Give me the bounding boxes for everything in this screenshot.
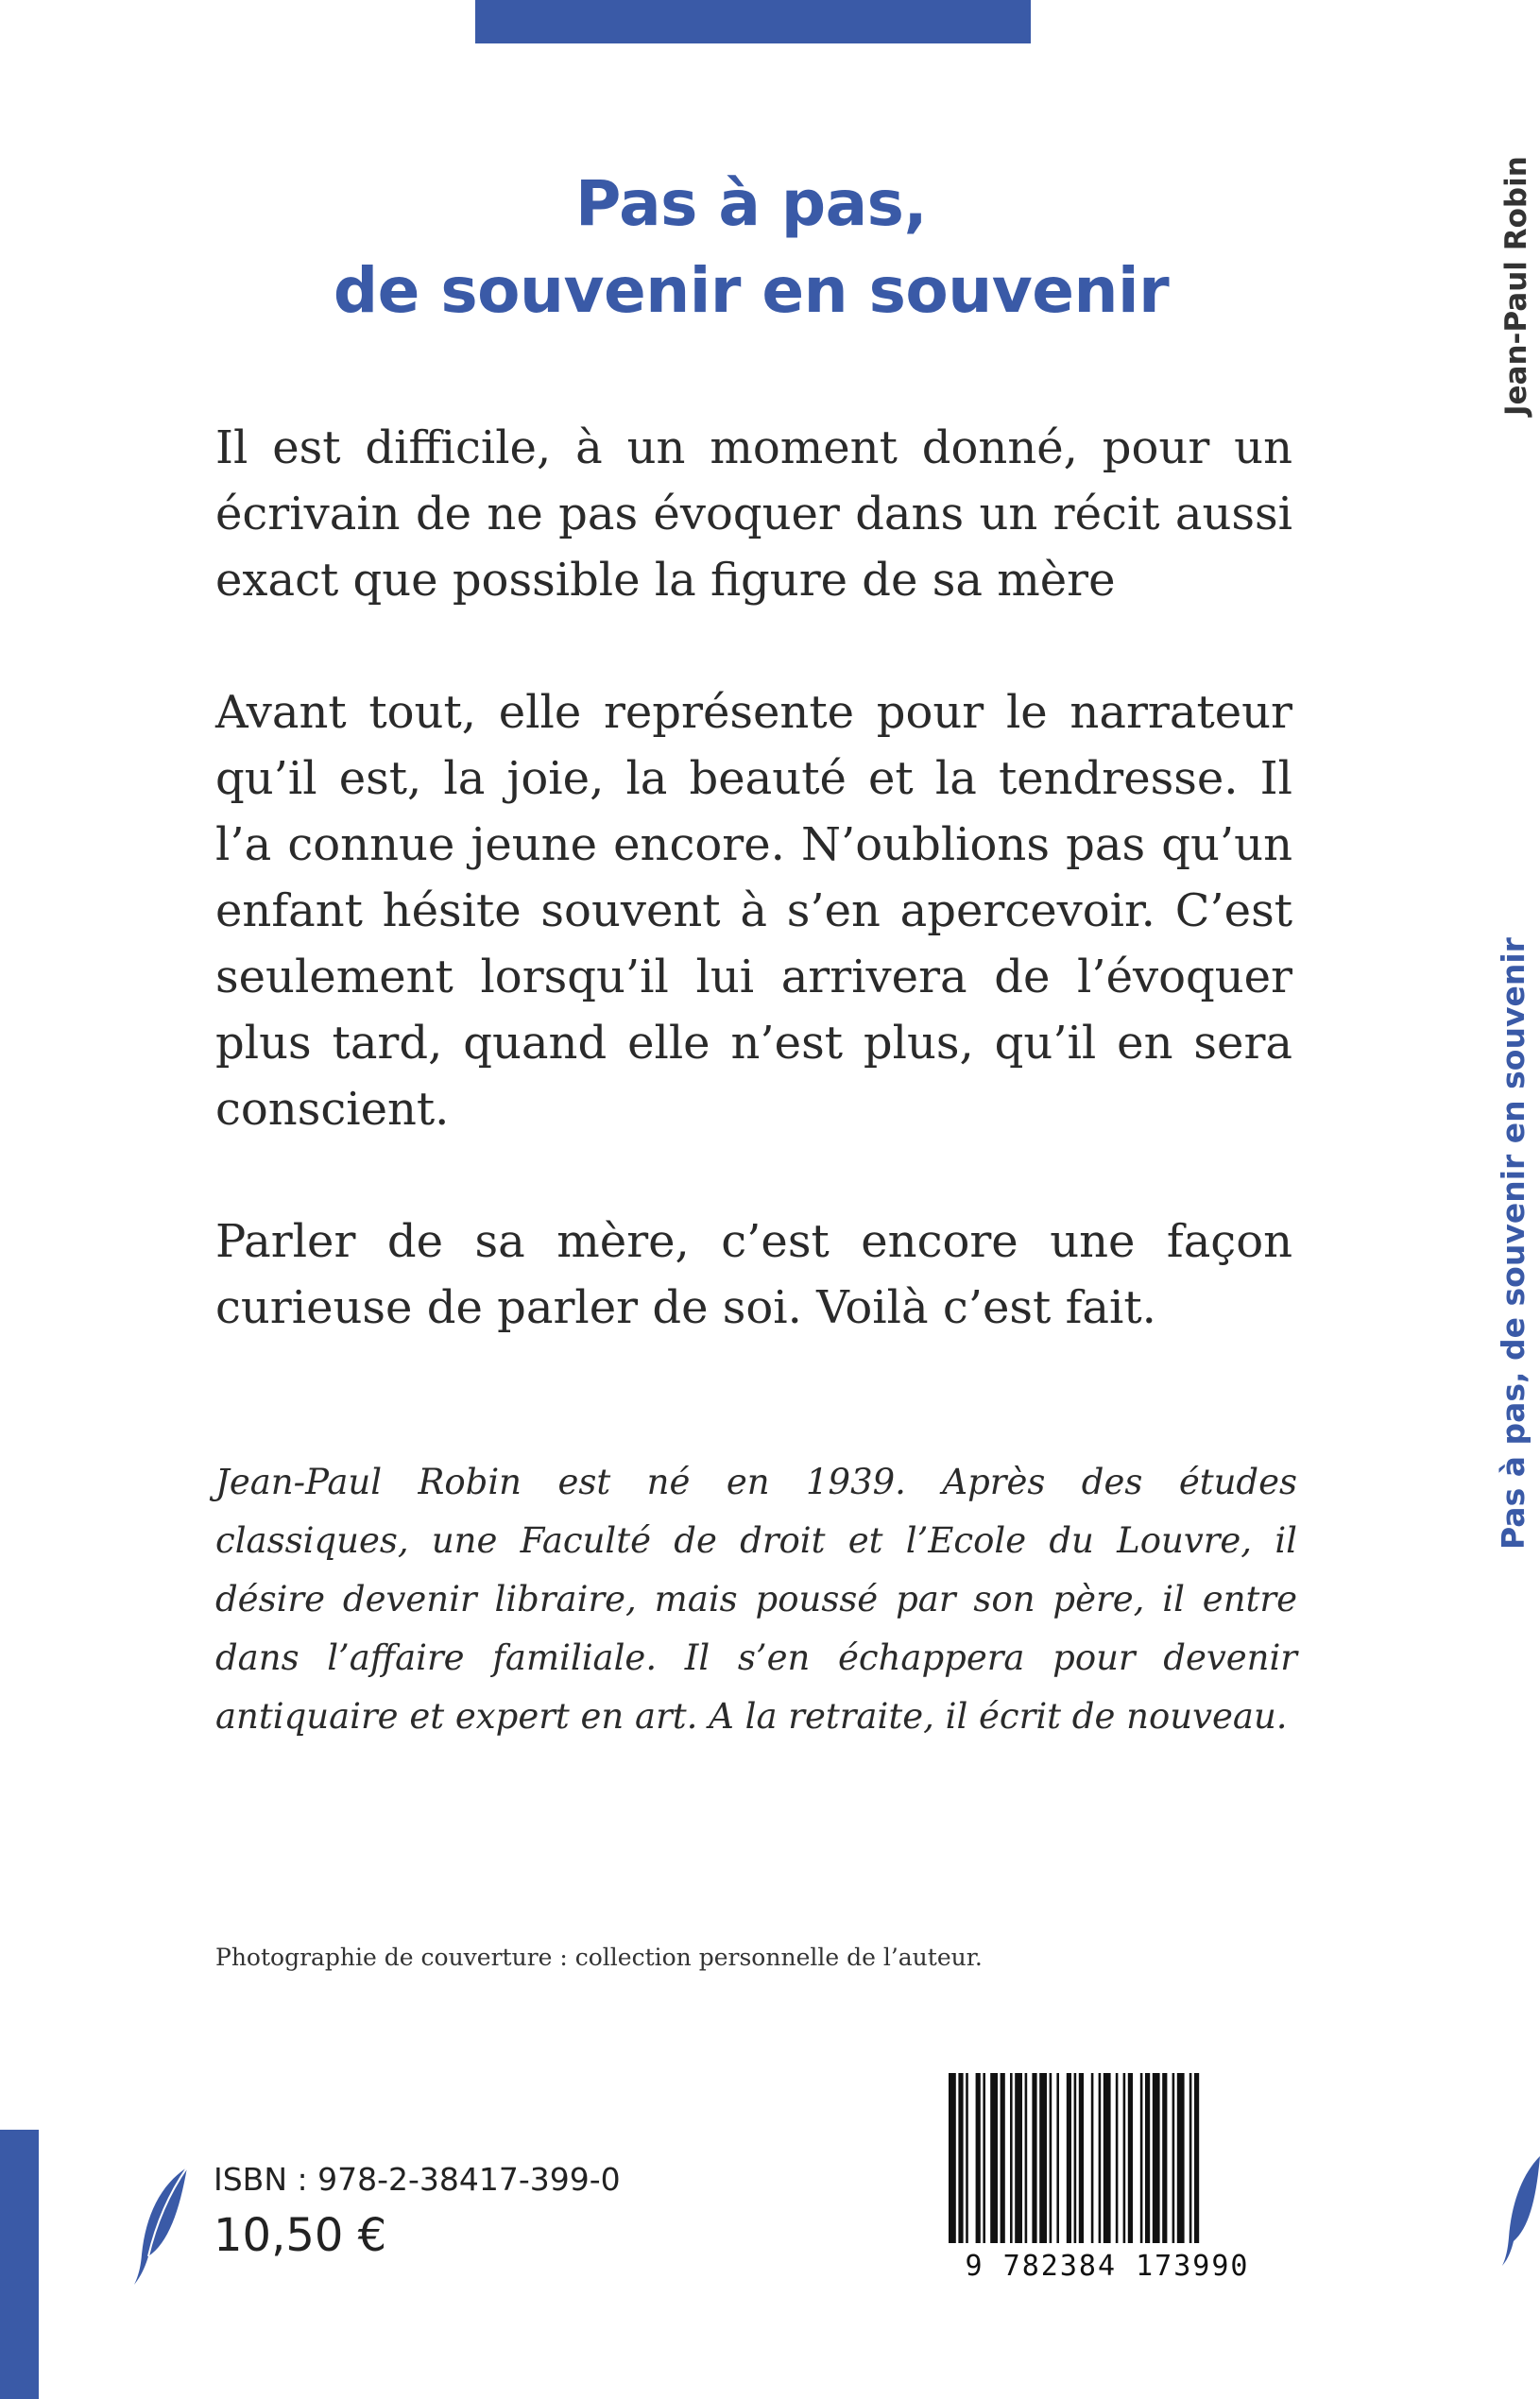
barcode-bar	[1091, 2073, 1094, 2243]
barcode-bar	[1145, 2073, 1150, 2243]
blurb-paragraph: Il est difficile, à un moment donné, pour un écrivain de ne pas évoquer dans un récit aussi exact que possible la figure de sa mère	[215, 421, 1292, 607]
author-bio: Jean-Paul Robin est né en 1939. Après des études classiques, une Faculté de droit et l’Ecole du Louvre, il désire devenir libraire, mais poussé par son père, il entre dans l’affaire familiale. Il s’en échappera pour devenir antiquaire et expert en art. A la retraite, il écrit de nouveau.	[215, 1462, 1297, 1737]
barcode-bar	[1116, 2073, 1119, 2243]
barcode-bar	[1001, 2073, 1005, 2243]
barcode-bar	[1104, 2073, 1111, 2243]
barcode-bar	[966, 2073, 968, 2243]
barcode-bar	[1128, 2073, 1133, 2243]
barcode-bar	[1177, 2073, 1185, 2243]
barcode-bar	[1050, 2073, 1052, 2243]
book-title	[217, 161, 1285, 334]
title-line-2: de souvenir en souvenir	[333, 254, 1170, 327]
barcode-bar	[1074, 2073, 1077, 2243]
barcode-bar	[1194, 2073, 1199, 2243]
blurb-paragraph: Avant tout, elle représente pour le narrateur qu’il est, la joie, la beauté et la tendresse. Il l’a connue jeune encore. N’oublions pas qu’un enfant hésite souvent à s’en apercevoir. C’est seulement lorsqu’il lui arrivera de l’évoquer plus tard, quand elle n’est plus, qu’il en sera conscient.	[215, 686, 1292, 1136]
title-line-1: Pas à pas,	[574, 167, 928, 240]
barcode-icon	[935, 2069, 1280, 2282]
spine-author: Jean-Paul Robin	[1499, 156, 1533, 416]
spine-quill-logo-icon	[1500, 2154, 1540, 2268]
barcode-bar	[990, 2073, 998, 2243]
barcode-bar	[983, 2073, 985, 2243]
top-color-band	[475, 0, 1031, 43]
barcode-bar	[1056, 2073, 1059, 2243]
barcode-bar	[1015, 2073, 1022, 2243]
barcode-bar	[1189, 2073, 1192, 2243]
barcode-bar	[1140, 2073, 1143, 2243]
barcode-bar	[1162, 2073, 1167, 2243]
barcode-bar	[1099, 2073, 1102, 2243]
bottom-left-color-band	[0, 2130, 39, 2399]
spine-title: Pas à pas, de souvenir en souvenir	[1495, 937, 1531, 1550]
barcode-bar	[1079, 2073, 1084, 2243]
barcode-bar	[1172, 2073, 1175, 2243]
barcode-bar	[1067, 2073, 1071, 2243]
price: 10,50 €	[214, 2209, 387, 2262]
barcode-bar	[1010, 2073, 1013, 2243]
isbn: ISBN : 978-2-38417-399-0	[214, 2161, 621, 2198]
barcode-bar	[1032, 2073, 1036, 2243]
blurb	[215, 415, 1292, 1407]
barcode-bar	[976, 2073, 981, 2243]
quill-logo-icon	[132, 2164, 189, 2287]
barcode-bar	[949, 2073, 956, 2243]
barcode-number: 9 782384 173990	[965, 2250, 1250, 2282]
barcode-bar	[958, 2073, 963, 2243]
barcode-bar	[1123, 2073, 1126, 2243]
barcode-bar	[1153, 2073, 1160, 2243]
photo-credit: Photographie de couverture : collection personnelle de l’auteur.	[215, 1944, 983, 1971]
blurb-paragraph: Parler de sa mère, c’est encore une façon curieuse de parler de soi. Voilà c’est fait.	[215, 1215, 1292, 1334]
barcode-bar	[1039, 2073, 1047, 2243]
barcode-bar	[1025, 2073, 1028, 2243]
